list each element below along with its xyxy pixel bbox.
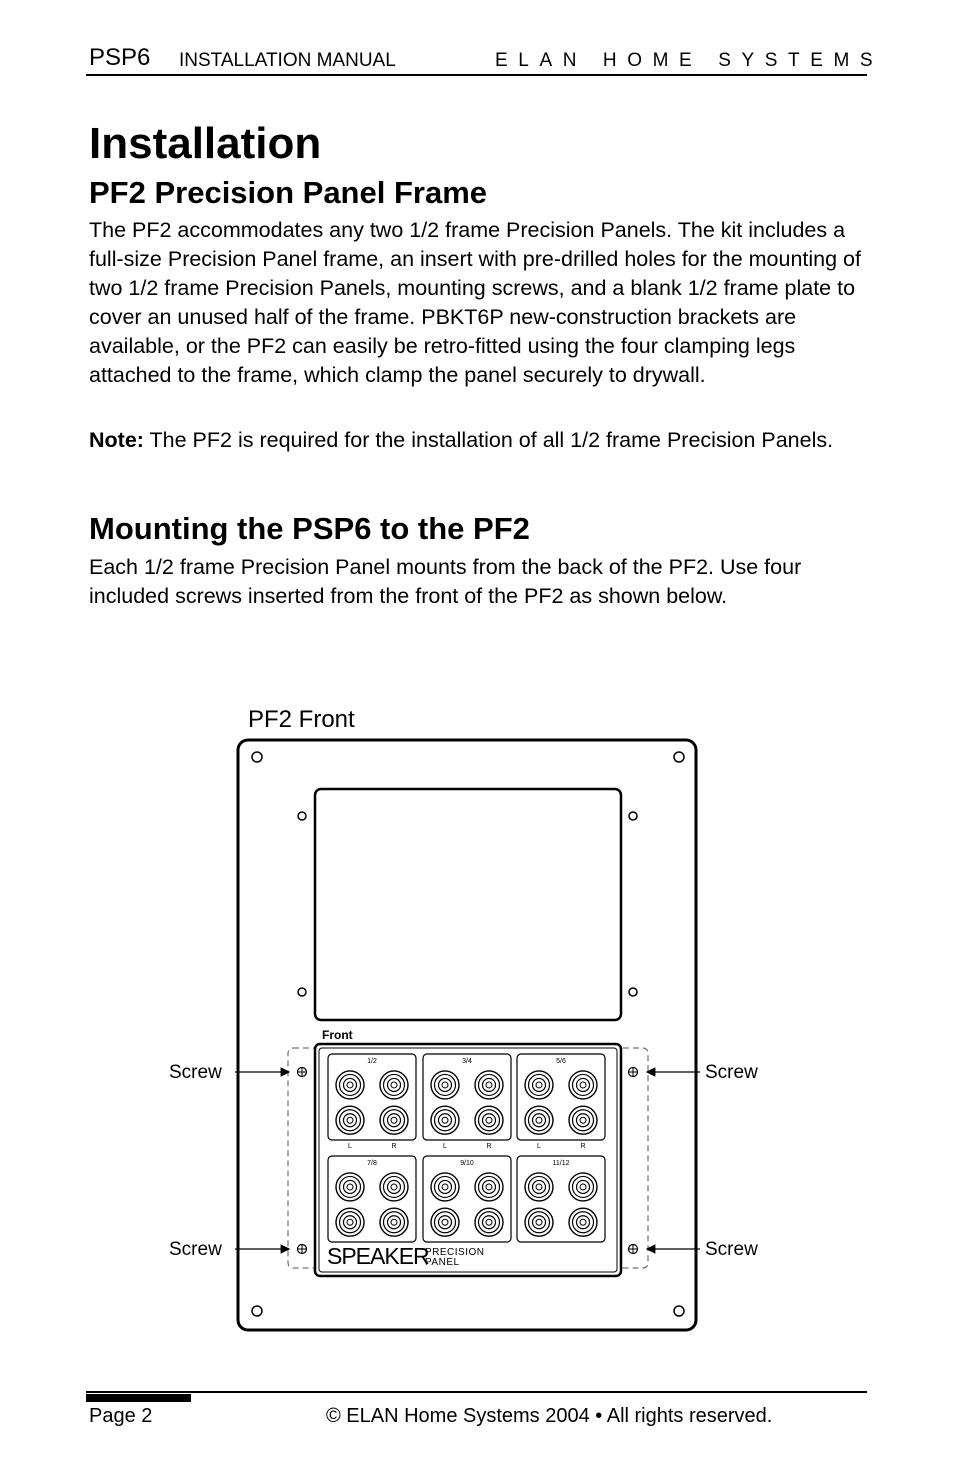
note-label: Note: bbox=[89, 428, 144, 452]
note-text: The PF2 is required for the installation of all 1/2 frame Precision Panels. bbox=[143, 428, 834, 452]
blank-plate-opening bbox=[315, 789, 621, 1020]
header-model: PSP6 bbox=[89, 44, 151, 71]
header-manual-title: INSTALLATION MANUAL bbox=[179, 50, 396, 71]
page-title: Installation bbox=[89, 119, 322, 168]
panel-front-label: Front bbox=[322, 1028, 353, 1042]
channel-label: R bbox=[580, 1143, 586, 1150]
frame-hole bbox=[674, 752, 684, 762]
footer-copyright: © ELAN Home Systems 2004 • All rights reserved. bbox=[326, 1405, 773, 1427]
screw-label-top-right: Screw bbox=[705, 1062, 758, 1083]
screw-label-top-left: Screw bbox=[169, 1062, 222, 1083]
section-paragraph-mounting: Each 1/2 frame Precision Panel mounts from the back of the PF2. Use four included screws inserted from the front of the PF2 as shown below. bbox=[89, 555, 802, 608]
footer-rule bbox=[86, 1391, 867, 1393]
zone-label: 1/2 bbox=[367, 1058, 377, 1065]
pf2-front-diagram bbox=[150, 700, 800, 1350]
panel-brand-precision: PRECISION bbox=[425, 1247, 485, 1258]
screw-icon bbox=[629, 1245, 638, 1254]
panel-brand-speaker: SPEAKER bbox=[327, 1243, 429, 1269]
footer-bar bbox=[86, 1394, 191, 1402]
zone-label: 9/10 bbox=[460, 1160, 474, 1167]
insert-hole bbox=[298, 988, 306, 996]
header-brand: ELAN HOME SYSTEMS bbox=[495, 50, 884, 71]
channel-label: R bbox=[391, 1143, 397, 1150]
insert-hole bbox=[629, 988, 637, 996]
screw-icon bbox=[629, 1068, 638, 1077]
frame-hole bbox=[674, 1306, 684, 1316]
section-heading-mounting: Mounting the PSP6 to the PF2 bbox=[89, 511, 530, 546]
diagram-title: PF2 Front bbox=[248, 706, 355, 733]
note-paragraph bbox=[89, 426, 849, 455]
zone-label: 3/4 bbox=[462, 1058, 472, 1065]
channel-label: L bbox=[348, 1143, 352, 1150]
section-paragraph-pf2: The PF2 accommodates any two 1/2 frame Precision Panels. The kit includes a full-size Precision Panel frame, an insert with pre-drilled holes for the mounting of two 1/2 frame Precision Panels, mounting screws, and a blank 1/2 frame plate to cover an unused half of the frame. PBKT6P new-construction brackets are available, or the PF2 can easily be retro-fitted using the four clamping legs attached to the frame, which clamp the panel securely to drywall. bbox=[89, 218, 861, 387]
footer-page-number: Page 2 bbox=[89, 1405, 153, 1427]
screw-icon bbox=[298, 1245, 307, 1254]
screw-label-bottom-left: Screw bbox=[169, 1239, 222, 1260]
channel-label: L bbox=[443, 1143, 447, 1150]
screw-label-bottom-right: Screw bbox=[705, 1239, 758, 1260]
channel-label: L bbox=[537, 1143, 541, 1150]
header-rule bbox=[86, 74, 867, 76]
section-heading-pf2: PF2 Precision Panel Frame bbox=[89, 175, 488, 210]
frame-hole bbox=[252, 752, 262, 762]
frame-hole bbox=[252, 1306, 262, 1316]
insert-hole bbox=[629, 812, 637, 820]
zone-label: 7/8 bbox=[367, 1160, 377, 1167]
screw-icon bbox=[298, 1068, 307, 1077]
channel-label: R bbox=[486, 1143, 492, 1150]
zone-label: 11/12 bbox=[552, 1160, 570, 1167]
panel-brand-panel: PANEL bbox=[425, 1257, 460, 1268]
insert-hole bbox=[298, 812, 306, 820]
zone-label: 5/6 bbox=[556, 1058, 566, 1065]
